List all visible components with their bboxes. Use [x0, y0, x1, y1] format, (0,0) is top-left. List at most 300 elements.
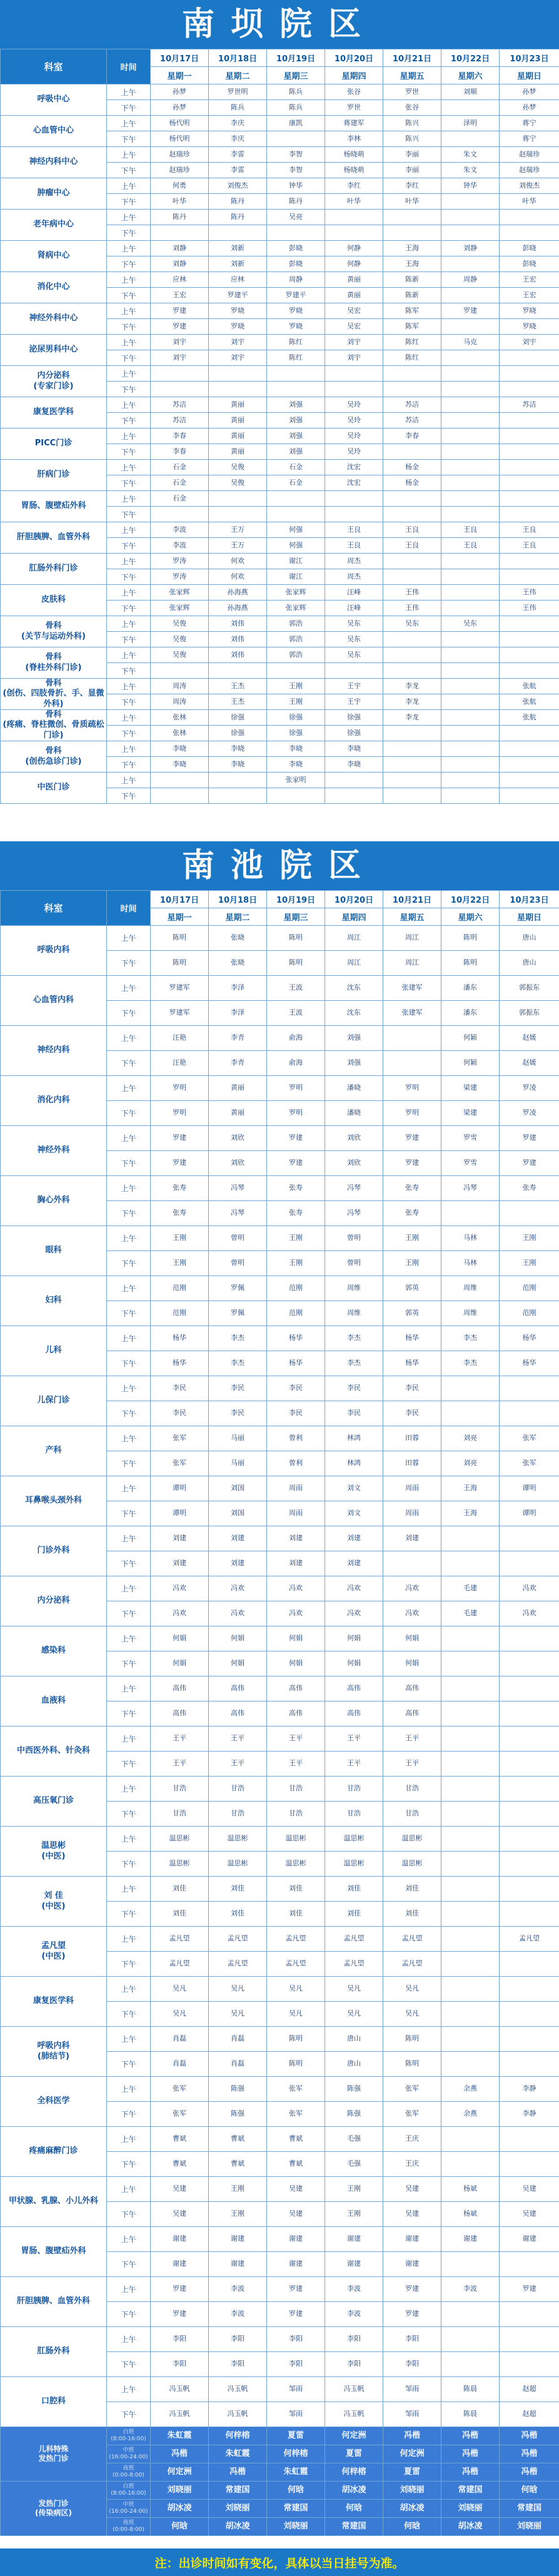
doctor-cell — [325, 663, 383, 679]
doctor-cell: 张谷 — [383, 100, 441, 116]
doctor-cell: 冯楷 — [441, 2445, 500, 2463]
doctor-cell: 陈兴 — [383, 131, 441, 147]
doctor-cell: 李晓 — [151, 741, 209, 757]
doctor-cell: 谭明 — [500, 1501, 559, 1526]
doctor-cell: 陈丹 — [209, 210, 267, 225]
table-row — [1, 1877, 559, 1902]
doctor-cell: 钟华 — [441, 178, 500, 194]
doctor-cell: 温思彬 — [267, 1827, 325, 1852]
doctor-cell: 李阳 — [383, 2327, 441, 2352]
department-name: 神经内科 — [1, 1026, 107, 1076]
doctor-cell: 郭振东 — [500, 976, 559, 1001]
doctor-cell: 常建国 — [325, 2518, 383, 2536]
doctor-cell: 陈新 — [383, 288, 441, 303]
doctor-cell: 何晗 — [267, 2482, 325, 2500]
table-row — [1, 428, 559, 444]
session-label: 下午 — [107, 1301, 151, 1326]
session-label: 上午 — [107, 397, 151, 413]
doctor-cell — [325, 225, 383, 241]
doctor-cell: 吴亮 — [267, 210, 325, 225]
session-label: 下午 — [107, 1151, 151, 1176]
doctor-cell: 周维 — [325, 1276, 383, 1301]
doctor-cell — [441, 1526, 500, 1551]
session-label: 上午 — [107, 210, 151, 225]
doctor-cell: 刘强 — [267, 397, 325, 413]
doctor-cell: 甘浩 — [325, 1777, 383, 1802]
doctor-cell: 王海 — [441, 1476, 500, 1501]
doctor-cell: 潘东 — [441, 976, 500, 1001]
doctor-cell — [500, 788, 559, 804]
doctor-cell: 罗建 — [500, 2277, 559, 2302]
doctor-cell: 刘伟 — [209, 616, 267, 632]
doctor-cell: 刘佳 — [209, 1877, 267, 1902]
table-row — [1, 178, 559, 194]
doctor-cell — [267, 366, 325, 382]
doctor-cell: 刘新 — [209, 241, 267, 256]
table-row — [1, 2227, 559, 2252]
doctor-cell — [500, 2127, 559, 2152]
doctor-cell: 常建国 — [500, 2500, 559, 2518]
doctor-cell: 胡冰凌 — [151, 2500, 209, 2518]
department-name: 康复医学科 — [1, 1977, 107, 2027]
session-label: 下午 — [107, 288, 151, 303]
department-name: 耳鼻喉头颈外科 — [1, 1476, 107, 1526]
doctor-cell: 王宇 — [325, 694, 383, 710]
doctor-cell: 甘浩 — [151, 1802, 209, 1827]
doctor-cell — [441, 694, 500, 710]
doctor-cell — [267, 382, 325, 397]
doctor-cell: 刘宇 — [325, 350, 383, 366]
department-name: 胃肠、腹壁疝外科 — [1, 2227, 107, 2277]
doctor-cell: 王刚 — [151, 1251, 209, 1276]
doctor-cell — [383, 366, 441, 382]
doctor-cell — [267, 788, 325, 804]
doctor-cell: 刘欣 — [209, 1126, 267, 1151]
session-label: 上午 — [107, 2177, 151, 2202]
doctor-cell: 高伟 — [383, 1701, 441, 1727]
table-row — [1, 2177, 559, 2202]
doctor-cell — [500, 1551, 559, 1576]
doctor-cell: 陈明 — [151, 926, 209, 951]
doctor-cell: 刘欣 — [325, 1151, 383, 1176]
header-date: 10月17日 — [151, 891, 209, 908]
doctor-cell: 孟凡望 — [383, 1952, 441, 1977]
doctor-cell: 李阳 — [267, 2327, 325, 2352]
session-label: 下午 — [107, 319, 151, 335]
doctor-cell: 李民 — [267, 1376, 325, 1401]
doctor-cell: 张林 — [151, 710, 209, 726]
doctor-cell: 刘宇 — [500, 335, 559, 350]
session-label: 上午 — [107, 428, 151, 444]
session-label: 上午 — [107, 554, 151, 569]
doctor-cell: 郭振东 — [500, 1001, 559, 1026]
session-label: 上午 — [107, 2327, 151, 2352]
doctor-cell: 应林 — [209, 272, 267, 288]
session-label: 下午 — [107, 1701, 151, 1727]
doctor-cell: 刘建 — [325, 1526, 383, 1551]
doctor-cell — [383, 773, 441, 788]
doctor-cell — [500, 413, 559, 428]
department-name: 高压氧门诊 — [1, 1777, 107, 1827]
session-label: 下午 — [107, 444, 151, 460]
doctor-cell: 李波 — [325, 2277, 383, 2302]
header-weekday: 星期四 — [325, 908, 383, 926]
doctor-cell: 罗建 — [383, 1151, 441, 1176]
doctor-cell: 杨代明 — [151, 116, 209, 131]
doctor-cell — [441, 788, 500, 804]
doctor-cell: 杨华 — [151, 1326, 209, 1351]
doctor-cell: 叶华 — [383, 194, 441, 210]
doctor-cell: 夏雷 — [383, 2463, 441, 2482]
doctor-cell: 苏洁 — [383, 397, 441, 413]
doctor-cell: 吴玲 — [325, 444, 383, 460]
doctor-cell: 张寿 — [267, 1201, 325, 1226]
department-name: 甲状腺、乳腺、小儿外科 — [1, 2177, 107, 2227]
doctor-cell: 罗晓 — [267, 319, 325, 335]
doctor-cell: 罗建 — [151, 1151, 209, 1176]
doctor-cell: 杨华 — [151, 1351, 209, 1376]
doctor-cell: 张家辉 — [151, 601, 209, 616]
session-label: 中班 (16:00-24:00) — [107, 2445, 151, 2463]
doctor-cell — [441, 726, 500, 741]
doctor-cell: 肖磊 — [151, 2052, 209, 2077]
doctor-cell: 张家明 — [267, 773, 325, 788]
doctor-cell: 马丽 — [209, 1451, 267, 1476]
doctor-cell — [441, 507, 500, 522]
table-row — [1, 585, 559, 601]
doctor-cell: 吴建 — [151, 2202, 209, 2227]
session-label: 夜班 (0:00-8:00) — [107, 2518, 151, 2536]
doctor-cell: 罗建 — [267, 1126, 325, 1151]
doctor-cell: 王平 — [325, 1752, 383, 1777]
doctor-cell: 曹斌 — [209, 2127, 267, 2152]
doctor-cell — [441, 2002, 500, 2027]
doctor-cell: 李青 — [209, 1026, 267, 1051]
doctor-cell: 曹斌 — [209, 2152, 267, 2177]
department-name: 骨科 (关节与运动外科) — [1, 616, 107, 647]
doctor-cell: 刘国 — [209, 1501, 267, 1526]
session-label: 下午 — [107, 1852, 151, 1877]
doctor-cell: 冯欢 — [209, 1601, 267, 1626]
doctor-cell — [325, 210, 383, 225]
doctor-cell: 刘伟 — [209, 632, 267, 647]
doctor-cell: 冯欢 — [500, 1576, 559, 1601]
doctor-cell: 孙海燕 — [209, 601, 267, 616]
department-name: 眼科 — [1, 1226, 107, 1276]
doctor-cell — [500, 616, 559, 632]
doctor-cell — [500, 1977, 559, 2002]
doctor-cell: 李晓 — [325, 757, 383, 773]
doctor-cell: 陈强 — [325, 2102, 383, 2127]
table-row — [1, 1977, 559, 2002]
doctor-cell: 刘宇 — [325, 335, 383, 350]
department-name: 中西医外科、针灸科 — [1, 1727, 107, 1777]
department-name: 骨科 (脊柱外科门诊) — [1, 647, 107, 679]
doctor-cell: 张军 — [151, 1451, 209, 1476]
section1-table — [0, 49, 559, 804]
doctor-cell: 张家辉 — [151, 585, 209, 601]
doctor-cell — [441, 1877, 500, 1902]
doctor-cell — [441, 428, 500, 444]
doctor-cell: 蒋宁 — [500, 116, 559, 131]
doctor-cell: 曾明 — [325, 1251, 383, 1276]
doctor-cell: 刘文 — [325, 1501, 383, 1526]
doctor-cell: 冯玉帆 — [151, 2377, 209, 2402]
doctor-cell: 陈军 — [383, 319, 441, 335]
doctor-cell: 杨华 — [267, 1326, 325, 1351]
doctor-cell: 吴凡 — [151, 1977, 209, 2002]
session-label: 上午 — [107, 1676, 151, 1701]
session-label: 上午 — [107, 2127, 151, 2152]
doctor-cell: 张寿 — [151, 1201, 209, 1226]
doctor-cell: 冯琴 — [209, 1176, 267, 1201]
table-row — [1, 1676, 559, 1701]
header-weekday: 星期三 — [267, 67, 325, 84]
doctor-cell: 罗凌 — [500, 1101, 559, 1126]
header-weekday: 星期六 — [441, 67, 500, 84]
doctor-cell: 高伟 — [151, 1701, 209, 1727]
doctor-cell: 杨代明 — [151, 131, 209, 147]
department-name: 呼吸中心 — [1, 84, 107, 116]
session-label: 下午 — [107, 2002, 151, 2027]
doctor-cell: 李阳 — [383, 2352, 441, 2377]
doctor-cell — [500, 507, 559, 522]
doctor-cell: 温思彬 — [209, 1852, 267, 1877]
doctor-cell: 冯欢 — [325, 1601, 383, 1626]
doctor-cell — [151, 788, 209, 804]
session-label: 上午 — [107, 2227, 151, 2252]
doctor-cell: 胡冰凌 — [441, 2518, 500, 2536]
doctor-cell: 黄丽 — [325, 272, 383, 288]
doctor-cell: 李红 — [383, 178, 441, 194]
doctor-cell — [383, 225, 441, 241]
doctor-cell — [325, 491, 383, 507]
header-date: 10月18日 — [209, 49, 267, 67]
session-label: 上午 — [107, 491, 151, 507]
doctor-cell: 王宏 — [500, 288, 559, 303]
doctor-cell: 吴建 — [267, 2177, 325, 2202]
doctor-cell: 刘佳 — [151, 1902, 209, 1927]
doctor-cell: 田蓉 — [383, 1451, 441, 1476]
section2-banner — [0, 841, 559, 890]
doctor-cell: 刘晓丽 — [383, 2482, 441, 2500]
doctor-cell: 肖磊 — [209, 2027, 267, 2052]
doctor-cell: 汪艳 — [151, 1026, 209, 1051]
doctor-cell: 胡冰凌 — [383, 2500, 441, 2518]
session-label: 上午 — [107, 679, 151, 694]
doctor-cell: 何颖 — [441, 1026, 500, 1051]
header-date: 10月21日 — [383, 891, 441, 908]
table-row — [1, 2127, 559, 2152]
doctor-cell: 俞海 — [267, 1051, 325, 1076]
doctor-cell: 陈明 — [267, 951, 325, 976]
doctor-cell: 李春 — [151, 428, 209, 444]
doctor-cell — [500, 647, 559, 663]
doctor-cell: 常建国 — [267, 2500, 325, 2518]
department-name: 儿科 — [1, 1326, 107, 1376]
session-label: 上午 — [107, 1426, 151, 1451]
table-row — [1, 1526, 559, 1551]
doctor-cell: 何晗 — [325, 2500, 383, 2518]
doctor-cell: 王宇 — [325, 679, 383, 694]
doctor-cell — [441, 2252, 500, 2277]
table-row — [1, 2482, 559, 2500]
doctor-cell: 张航 — [500, 694, 559, 710]
doctor-cell: 陈强 — [325, 2077, 383, 2102]
doctor-cell: 王刚 — [383, 1226, 441, 1251]
doctor-cell: 王良 — [325, 522, 383, 538]
header-date: 10月20日 — [325, 891, 383, 908]
doctor-cell: 李波 — [209, 2302, 267, 2327]
doctor-cell: 刘伟 — [209, 647, 267, 663]
doctor-cell: 王刚 — [267, 1251, 325, 1276]
doctor-cell: 曹斌 — [267, 2152, 325, 2177]
doctor-cell: 温思彬 — [267, 1852, 325, 1877]
doctor-cell: 刘强 — [267, 444, 325, 460]
doctor-cell: 罗建 — [151, 303, 209, 319]
table-row — [1, 241, 559, 256]
doctor-cell — [383, 554, 441, 569]
session-label: 上午 — [107, 741, 151, 757]
doctor-cell — [500, 554, 559, 569]
doctor-cell: 何娟 — [267, 1651, 325, 1676]
session-label: 下午 — [107, 413, 151, 428]
doctor-cell: 高伟 — [267, 1701, 325, 1727]
doctor-cell: 王刚 — [500, 1251, 559, 1276]
doctor-cell: 赵媛 — [500, 1026, 559, 1051]
doctor-cell: 刘俊杰 — [500, 178, 559, 194]
session-label: 下午 — [107, 1902, 151, 1927]
doctor-cell: 沈东 — [325, 1001, 383, 1026]
doctor-cell — [441, 1902, 500, 1927]
doctor-cell — [500, 428, 559, 444]
session-label: 下午 — [107, 788, 151, 804]
doctor-cell: 杨晓萌 — [325, 163, 383, 178]
doctor-cell — [441, 1626, 500, 1651]
doctor-cell: 何强 — [267, 522, 325, 538]
doctor-cell: 刘佳 — [383, 1902, 441, 1927]
doctor-cell: 刘欣 — [209, 1151, 267, 1176]
doctor-cell: 周江 — [325, 951, 383, 976]
doctor-cell: 冯玉帆 — [325, 2402, 383, 2427]
doctor-cell: 温思彬 — [209, 1827, 267, 1852]
session-label: 下午 — [107, 507, 151, 522]
doctor-cell: 谢建 — [383, 2252, 441, 2277]
doctor-cell: 冯琴 — [209, 1201, 267, 1226]
doctor-cell — [441, 382, 500, 397]
department-name: 呼吸内科 (肺结节) — [1, 2027, 107, 2077]
doctor-cell: 毛强 — [325, 2152, 383, 2177]
department-name: 心血管中心 — [1, 116, 107, 147]
doctor-cell: 何静 — [325, 256, 383, 272]
session-label: 下午 — [107, 475, 151, 491]
doctor-cell: 何娟 — [151, 1651, 209, 1676]
department-name: 门诊外科 — [1, 1526, 107, 1576]
department-name: 儿保门诊 — [1, 1376, 107, 1426]
doctor-cell — [500, 210, 559, 225]
doctor-cell: 冯楷 — [500, 2427, 559, 2445]
header-date: 10月17日 — [151, 49, 209, 67]
session-label: 上午 — [107, 1076, 151, 1101]
doctor-cell — [441, 1952, 500, 1977]
doctor-cell: 李民 — [383, 1376, 441, 1401]
session-label: 下午 — [107, 569, 151, 585]
doctor-cell: 罗世 — [383, 84, 441, 100]
doctor-cell — [383, 788, 441, 804]
doctor-cell: 吴凡 — [209, 1977, 267, 2002]
session-label: 下午 — [107, 1952, 151, 1977]
table-row — [1, 1326, 559, 1351]
doctor-cell — [500, 1802, 559, 1827]
doctor-cell: 王平 — [325, 1727, 383, 1752]
doctor-cell: 王伟 — [500, 585, 559, 601]
doctor-cell — [500, 2152, 559, 2177]
doctor-cell: 叶华 — [500, 194, 559, 210]
doctor-cell: 潘晓 — [325, 1101, 383, 1126]
doctor-cell: 罗建 — [151, 1126, 209, 1151]
doctor-cell: 何娟 — [383, 1626, 441, 1651]
doctor-cell: 王庆 — [383, 2127, 441, 2152]
doctor-cell: 李红 — [325, 178, 383, 194]
department-name: 消化中心 — [1, 272, 107, 303]
doctor-cell — [500, 2327, 559, 2352]
doctor-cell — [441, 741, 500, 757]
session-label: 下午 — [107, 2352, 151, 2377]
doctor-cell: 林鸿 — [325, 1451, 383, 1476]
department-name: 血液科 — [1, 1676, 107, 1727]
session-label: 下午 — [107, 1251, 151, 1276]
doctor-cell: 李晓 — [209, 757, 267, 773]
session-label: 下午 — [107, 382, 151, 397]
doctor-cell — [441, 350, 500, 366]
doctor-cell: 张家辉 — [267, 601, 325, 616]
doctor-cell — [500, 2052, 559, 2077]
header-date: 10月19日 — [267, 891, 325, 908]
doctor-cell: 温思彬 — [383, 1827, 441, 1852]
doctor-cell: 黄丽 — [209, 397, 267, 413]
doctor-cell: 李阳 — [267, 2352, 325, 2377]
table-row — [1, 1226, 559, 1251]
table-row — [1, 460, 559, 475]
session-label: 下午 — [107, 100, 151, 116]
doctor-cell: 何欢 — [209, 569, 267, 585]
session-label: 下午 — [107, 194, 151, 210]
footer-note — [0, 2548, 559, 2576]
doctor-cell: 黄丽 — [209, 1076, 267, 1101]
doctor-cell: 胡冰凌 — [325, 2482, 383, 2500]
doctor-cell: 李晓 — [209, 741, 267, 757]
doctor-cell: 邹雨 — [383, 2402, 441, 2427]
doctor-cell: 罗建 — [441, 303, 500, 319]
doctor-cell — [500, 2352, 559, 2377]
doctor-cell: 高伟 — [151, 1676, 209, 1701]
session-label: 下午 — [107, 225, 151, 241]
session-label: 上午 — [107, 976, 151, 1001]
doctor-cell: 谢建 — [209, 2252, 267, 2277]
doctor-cell: 陈红 — [267, 335, 325, 350]
doctor-cell: 康凯 — [267, 116, 325, 131]
doctor-cell: 罗建 — [151, 319, 209, 335]
doctor-cell: 高伟 — [209, 1676, 267, 1701]
doctor-cell: 罗佩 — [209, 1276, 267, 1301]
doctor-cell: 范刚 — [500, 1276, 559, 1301]
doctor-cell: 谢建 — [441, 2227, 500, 2252]
doctor-cell — [441, 554, 500, 569]
doctor-cell: 冯楷 — [151, 2445, 209, 2463]
doctor-cell: 谢江 — [267, 569, 325, 585]
department-name: 口腔科 — [1, 2377, 107, 2427]
doctor-cell — [151, 382, 209, 397]
